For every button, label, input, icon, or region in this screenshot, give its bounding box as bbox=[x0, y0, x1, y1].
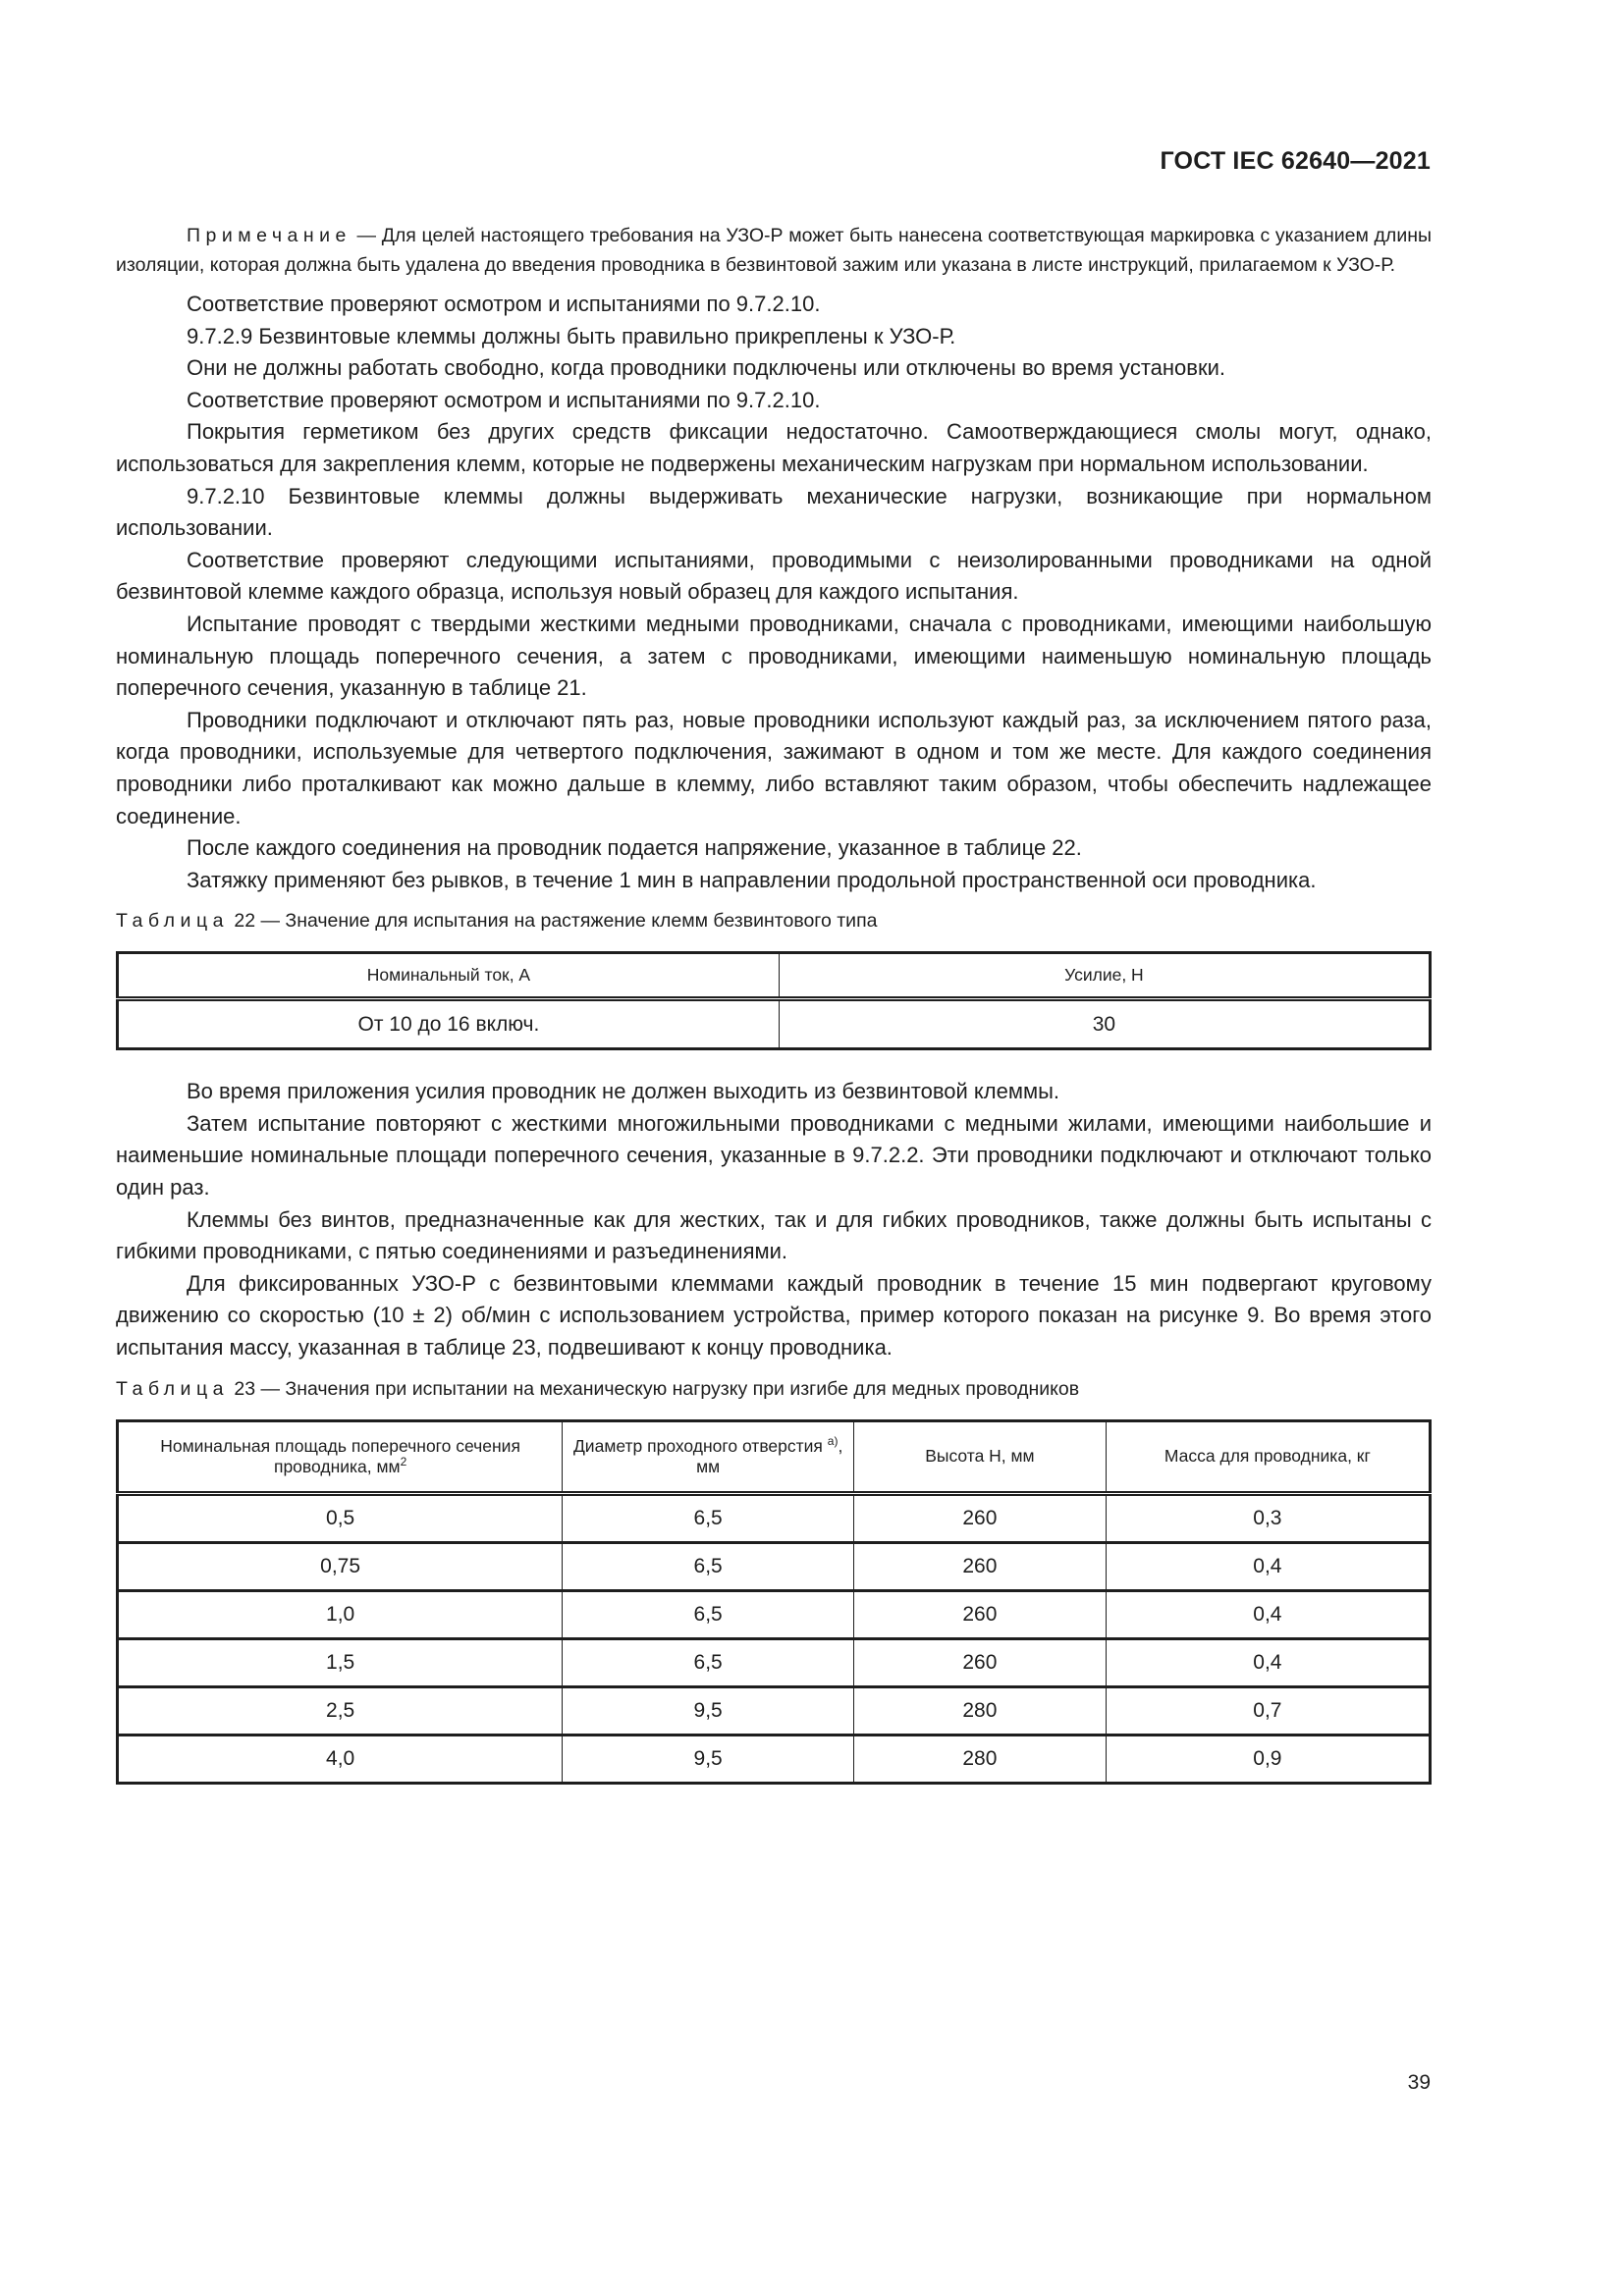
footnote-ref: а) bbox=[827, 1433, 839, 1448]
page-number: 39 bbox=[1407, 2071, 1431, 2094]
header-text: Диаметр проходного отверстия bbox=[572, 1435, 828, 1456]
note-label: Примечание bbox=[187, 225, 352, 246]
paragraph: Испытание проводят с твердыми жесткими медными проводниками, сначала с проводниками, имеющими наибольшую номинальную площадь поперечного сечения, а затем с проводниками, имеющими наименьшую номинальную площадь поперечного сечения, указанную в таблице 21. bbox=[116, 611, 1432, 701]
paragraph: Для фиксированных УЗО-Р с безвинтовыми клеммами каждый проводник в течение 15 мин подвергают круговому движению со скоростью (10 ± 2) об/мин с использованием устройства, пример которого показан на рисунке 9. Во время этого испытания массу, указанная в таблице 23, подвешивают к концу проводника. bbox=[116, 1270, 1432, 1361]
table-header-row bbox=[118, 953, 1431, 999]
paragraph: Клеммы без винтов, предназначенные как для жестких, так и для гибких проводников, также должны быть испытаны с гибкими проводниками, с пятью соединениями и разъединениями. bbox=[116, 1206, 1432, 1264]
table-cell: 0,4 bbox=[1106, 1638, 1430, 1686]
table-cell: 260 bbox=[854, 1590, 1107, 1638]
table-cell: 9,5 bbox=[563, 1686, 854, 1735]
table-cell: 0,4 bbox=[1106, 1590, 1430, 1638]
post-table-22-text bbox=[116, 1076, 1432, 1363]
section-9-7-2-9-text bbox=[116, 289, 1432, 896]
paragraph: Они не должны работать свободно, когда проводники подключены или отключены во время установки. bbox=[187, 355, 1225, 381]
table-cell: 260 bbox=[854, 1542, 1107, 1590]
table-cell: 280 bbox=[854, 1686, 1107, 1735]
table-cell: 9,5 bbox=[563, 1735, 854, 1783]
paragraph: Проводники подключают и отключают пять раз, новые проводники используют каждый раз, за исключением пятого раза, когда проводники, используемые для четвертого подключения, зажимают в одном и том же месте. Для каждого соединения проводники либо проталкивают как можно дальше в клемму, либо вставляют таким образом, чтобы обеспечить надлежащее соединение. bbox=[116, 707, 1432, 828]
table-row bbox=[118, 1735, 1431, 1783]
table-cell: 4,0 bbox=[118, 1735, 563, 1783]
table-23-label: Таблица bbox=[116, 1377, 229, 1400]
column-header-force: Усилие, Н bbox=[779, 953, 1430, 999]
paragraph: Соответствие проверяют осмотром и испытаниями по 9.7.2.10. bbox=[187, 387, 821, 412]
table-cell: 0,7 bbox=[1106, 1686, 1430, 1735]
table-cell: 0,9 bbox=[1106, 1735, 1430, 1783]
superscript: 2 bbox=[400, 1454, 407, 1468]
table-cell: 2,5 bbox=[118, 1686, 563, 1735]
table-row bbox=[118, 999, 1431, 1049]
table-cell: 1,0 bbox=[118, 1590, 563, 1638]
table-22-title: 22 — Значение для испытания на растяжение клемм безвинтового типа bbox=[228, 910, 878, 933]
column-header-height bbox=[854, 1420, 1107, 1493]
page-content bbox=[116, 222, 1432, 1785]
table-cell: 6,5 bbox=[563, 1542, 854, 1590]
table-row bbox=[118, 1542, 1431, 1590]
column-header-rated-current: Номинальный ток, А bbox=[118, 953, 780, 999]
paragraph: Покрытия герметиком без других средств фиксации недостаточно. Самоотверждающиеся смолы могут, однако, использоваться для закрепления клемм, которые не подвержены механическим нагрузкам при нормальном использовании. bbox=[116, 419, 1432, 476]
clause-9-7-2-10: 9.7.2.10 Безвинтовые клеммы должны выдерживать механические нагрузки, возникающие при нормальном использовании. bbox=[116, 483, 1432, 541]
paragraph: Соответствие проверяют осмотром и испытаниями по 9.7.2.10. bbox=[187, 292, 821, 316]
paragraph: Во время приложения усилия проводник не должен выходить из безвинтовой клеммы. bbox=[187, 1079, 1060, 1104]
table-row bbox=[118, 1590, 1431, 1638]
table-22 bbox=[116, 951, 1432, 1050]
column-header-mass bbox=[1106, 1420, 1430, 1493]
clause-9-7-2-9: 9.7.2.9 Безвинтовые клеммы должны быть правильно прикреплены к УЗО-Р. bbox=[187, 323, 956, 348]
paragraph: Соответствие проверяют следующими испытаниями, проводимыми с неизолированными проводниками на одной безвинтовой клемме каждого образца, используя новый образец для каждого испытания. bbox=[116, 547, 1432, 605]
table-23-title: 23 — Значения при испытании на механическую нагрузку при изгибе для медных проводников bbox=[228, 1377, 1080, 1400]
paragraph: Затем испытание повторяют с жесткими многожильными проводниками с медными жилами, имеющими наибольшие и наименьшие номинальные площади поперечного сечения, указанные в 9.7.2.2. Эти проводники подключают и отключают только один раз. bbox=[116, 1110, 1432, 1201]
table-22-caption bbox=[116, 908, 1432, 934]
table-cell: 0,5 bbox=[118, 1493, 563, 1542]
table-header-row bbox=[118, 1420, 1431, 1493]
table-cell: 6,5 bbox=[563, 1493, 854, 1542]
table-row bbox=[118, 1493, 1431, 1542]
header-text-suffix: , мм bbox=[696, 1435, 843, 1476]
table-cell: 1,5 bbox=[118, 1638, 563, 1686]
table-cell: От 10 до 16 включ. bbox=[118, 999, 780, 1049]
table-cell: 260 bbox=[854, 1638, 1107, 1686]
table-cell: 260 bbox=[854, 1493, 1107, 1542]
column-header-hole-diameter bbox=[563, 1420, 854, 1493]
column-header-cross-section bbox=[118, 1420, 563, 1493]
table-cell: 280 bbox=[854, 1735, 1107, 1783]
table-cell: 0,4 bbox=[1106, 1542, 1430, 1590]
table-cell: 6,5 bbox=[563, 1638, 854, 1686]
table-23-caption bbox=[116, 1376, 1432, 1402]
header-text: Масса для проводника, кг bbox=[1164, 1446, 1371, 1467]
table-22-label: Таблица bbox=[116, 910, 229, 933]
header-text: Номинальная площадь поперечного сечения проводника, мм bbox=[160, 1435, 520, 1476]
paragraph: Затяжку применяют без рывков, в течение 1 мин в направлении продольной пространственной оси проводника. bbox=[187, 867, 1317, 892]
note-text: — Для целей настоящего требования на УЗО-Р может быть нанесена соответствующая маркировка с указанием длины изоляции, которая должна быть удалена до введения проводника в безвинтовой зажим или указана в листе инструкций, прилагаемом к УЗО-Р. bbox=[116, 225, 1432, 276]
paragraph: После каждого соединения на проводник подается напряжение, указанное в таблице 22. bbox=[187, 835, 1082, 861]
table-23 bbox=[116, 1419, 1432, 1785]
table-cell: 30 bbox=[779, 999, 1430, 1049]
table-row bbox=[118, 1686, 1431, 1735]
document-code-header: ГОСТ IEC 62640—2021 bbox=[1160, 147, 1431, 175]
note-paragraph bbox=[116, 222, 1432, 280]
header-text: Высота Н, мм bbox=[925, 1446, 1035, 1467]
table-cell: 0,75 bbox=[118, 1542, 563, 1590]
table-cell: 0,3 bbox=[1106, 1493, 1430, 1542]
table-row bbox=[118, 1638, 1431, 1686]
table-cell: 6,5 bbox=[563, 1590, 854, 1638]
